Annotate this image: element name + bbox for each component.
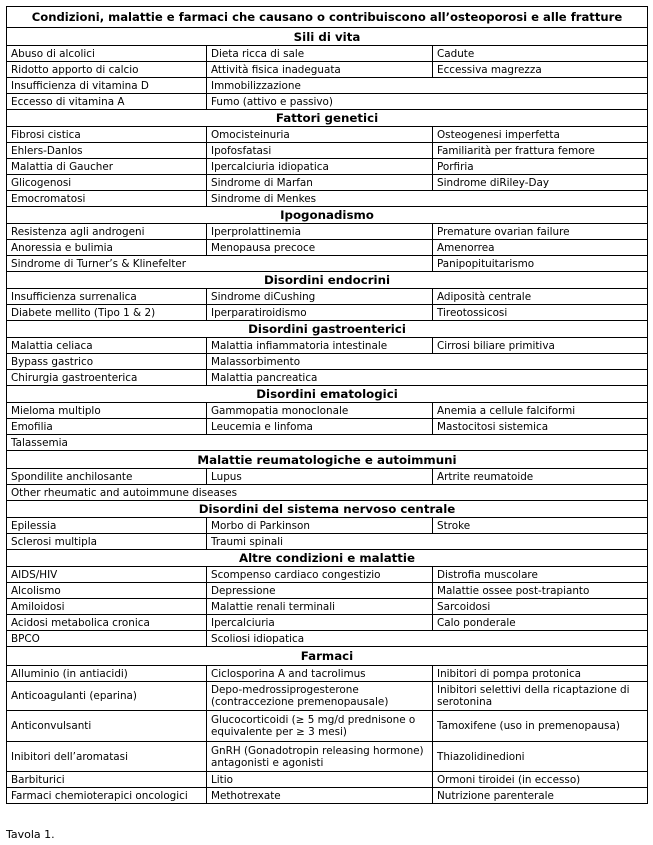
table-cell: Eccessiva magrezza <box>433 62 648 78</box>
table-cell: Inibitori selettivi della ricaptazione di serotonina <box>433 682 648 711</box>
table-row <box>7 419 648 435</box>
table-cell: Mieloma multiplo <box>7 403 207 419</box>
table-cell: Alcolismo <box>7 583 207 599</box>
table-cell: Cirrosi biliare primitiva <box>433 338 648 354</box>
table-cell: GnRH (Gonadotropin releasing hormone) antagonisti e agonisti <box>207 742 433 772</box>
section-header-row <box>7 501 648 518</box>
table-cell: Mastocitosi sistemica <box>433 419 648 435</box>
section-title: Disordini endocrini <box>7 272 648 289</box>
table-row <box>7 305 648 321</box>
table-cell: Artrite reumatoide <box>433 469 648 485</box>
section-title: Disordini ematologici <box>7 386 648 403</box>
section-header-row <box>7 28 648 46</box>
table-row <box>7 224 648 240</box>
table-cell: Tireotossicosi <box>433 305 648 321</box>
table-row <box>7 567 648 583</box>
table-cell: Epilessia <box>7 518 207 534</box>
table-cell: Fumo (attivo e passivo) <box>207 94 648 110</box>
table-cell: Barbiturici <box>7 772 207 788</box>
table-cell: Resistenza agli androgeni <box>7 224 207 240</box>
section-header-row <box>7 647 648 666</box>
table-cell: Malattia pancreatica <box>207 370 648 386</box>
table-cell: Sindrome diCushing <box>207 289 433 305</box>
table-cell: Emofilia <box>7 419 207 435</box>
table-cell: Malattia celiaca <box>7 338 207 354</box>
section-title: Farmaci <box>7 647 648 666</box>
table-cell: Gammopatia monoclonale <box>207 403 433 419</box>
table-cell: Tamoxifene (uso in premenopausa) <box>433 711 648 742</box>
table-row <box>7 46 648 62</box>
table-cell: BPCO <box>7 631 207 647</box>
section-header-row <box>7 110 648 127</box>
table-cell: Litio <box>207 772 433 788</box>
table-cell: Spondilite anchilosante <box>7 469 207 485</box>
table-cell: Malattia infiammatoria intestinale <box>207 338 433 354</box>
section-header-row <box>7 207 648 224</box>
table-row <box>7 127 648 143</box>
section-title: Fattori genetici <box>7 110 648 127</box>
table-row <box>7 682 648 711</box>
table-cell: Glicogenosi <box>7 175 207 191</box>
table-row <box>7 772 648 788</box>
table-cell: Malassorbimento <box>207 354 648 370</box>
section-title: Sili di vita <box>7 28 648 46</box>
table-cell: Insufficienza di vitamina D <box>7 78 207 94</box>
conditions-table <box>6 6 648 804</box>
table-cell: Ipofosfatasi <box>207 143 433 159</box>
table-cell: Premature ovarian failure <box>433 224 648 240</box>
table-cell: Attività fisica inadeguata <box>207 62 433 78</box>
table-row <box>7 711 648 742</box>
table-row <box>7 143 648 159</box>
table-cell: Alluminio (in antiacidi) <box>7 666 207 682</box>
table-row <box>7 742 648 772</box>
table-cell: Omocisteinuria <box>207 127 433 143</box>
section-header-row <box>7 321 648 338</box>
table-cell: Acidosi metabolica cronica <box>7 615 207 631</box>
table-cell: Iperprolattinemia <box>207 224 433 240</box>
section-title: Altre condizioni e malattie <box>7 550 648 567</box>
table-row <box>7 354 648 370</box>
table-cell: Sindrome diRiley-Day <box>433 175 648 191</box>
table-cell: Talassemia <box>7 435 648 451</box>
table-cell: Panipopituitarismo <box>433 256 648 272</box>
table-cell: Nutrizione parenterale <box>433 788 648 804</box>
table-row <box>7 583 648 599</box>
table-row <box>7 469 648 485</box>
table-cell: Malattie ossee post-trapianto <box>433 583 648 599</box>
table-cell: Sclerosi multipla <box>7 534 207 550</box>
table-cell: Dieta ricca di sale <box>207 46 433 62</box>
table-cell: Iperparatiroidismo <box>207 305 433 321</box>
table-row <box>7 485 648 501</box>
table-cell: Menopausa precoce <box>207 240 433 256</box>
table-row <box>7 631 648 647</box>
section-header-row <box>7 272 648 289</box>
section-title: Malattie reumatologiche e autoimmuni <box>7 451 648 469</box>
table-row <box>7 435 648 451</box>
table-cell: Sarcoidosi <box>433 599 648 615</box>
table-cell: Lupus <box>207 469 433 485</box>
section-header-row <box>7 451 648 469</box>
table-cell: Eccesso di vitamina A <box>7 94 207 110</box>
table-cell: Immobilizzazione <box>207 78 648 94</box>
section-header-row <box>7 386 648 403</box>
table-cell: Ipercalciuria <box>207 615 433 631</box>
table-cell: Scoliosi idiopatica <box>207 631 648 647</box>
table-cell: Calo ponderale <box>433 615 648 631</box>
table-row <box>7 159 648 175</box>
table-cell: Distrofia muscolare <box>433 567 648 583</box>
section-header-row <box>7 550 648 567</box>
table-row <box>7 666 648 682</box>
table-row <box>7 518 648 534</box>
table-row <box>7 256 648 272</box>
table-cell: Anoressia e bulimia <box>7 240 207 256</box>
table-row <box>7 289 648 305</box>
table-cell: Osteogenesi imperfetta <box>433 127 648 143</box>
table-cell: Morbo di Parkinson <box>207 518 433 534</box>
table-cell: Scompenso cardiaco congestizio <box>207 567 433 583</box>
table-cell: Sindrome di Menkes <box>207 191 648 207</box>
table-cell: Ipercalciuria idiopatica <box>207 159 433 175</box>
table-row <box>7 191 648 207</box>
table-cell: Malattia di Gaucher <box>7 159 207 175</box>
table-cell: Diabete mellito (Tipo 1 & 2) <box>7 305 207 321</box>
table-cell: Fibrosi cistica <box>7 127 207 143</box>
table-cell: Ormoni tiroidei (in eccesso) <box>433 772 648 788</box>
table-cell: Amenorrea <box>433 240 648 256</box>
table-row <box>7 534 648 550</box>
table-cell: Stroke <box>433 518 648 534</box>
table-cell: Insufficienza surrenalica <box>7 289 207 305</box>
table-row <box>7 78 648 94</box>
table-cell: Adiposità centrale <box>433 289 648 305</box>
table-cell: Methotrexate <box>207 788 433 804</box>
table-cell: Farmaci chemioterapici oncologici <box>7 788 207 804</box>
table-cell: Cadute <box>433 46 648 62</box>
table-cell: Sindrome di Turner’s & Klinefelter <box>7 256 433 272</box>
table-cell: Amiloidosi <box>7 599 207 615</box>
table-cell: Sindrome di Marfan <box>207 175 433 191</box>
table-row <box>7 403 648 419</box>
table-row <box>7 788 648 804</box>
table-cell: Glucocorticoidi (≥ 5 mg/d prednisone o equivalente per ≥ 3 mesi) <box>207 711 433 742</box>
table-row <box>7 338 648 354</box>
table-cell: Bypass gastrico <box>7 354 207 370</box>
section-title: Disordini gastroenterici <box>7 321 648 338</box>
table-cell: Emocromatosi <box>7 191 207 207</box>
table-row <box>7 94 648 110</box>
table-cell: Abuso di alcolici <box>7 46 207 62</box>
table-cell: AIDS/HIV <box>7 567 207 583</box>
table-caption: Tavola 1. <box>6 828 55 841</box>
table-cell: Depressione <box>207 583 433 599</box>
table-row <box>7 615 648 631</box>
table-cell: Inibitori dell’aromatasi <box>7 742 207 772</box>
table-row <box>7 175 648 191</box>
section-title: Disordini del sistema nervoso centrale <box>7 501 648 518</box>
table-cell: Ridotto apporto di calcio <box>7 62 207 78</box>
table-cell: Anticonvulsanti <box>7 711 207 742</box>
table-row <box>7 240 648 256</box>
table-title: Condizioni, malattie e farmaci che causano o contribuiscono all’osteoporosi e alle fratture <box>7 7 648 28</box>
table-cell: Ciclosporina A and tacrolimus <box>207 666 433 682</box>
table-cell: Traumi spinali <box>207 534 648 550</box>
table-cell: Malattie renali terminali <box>207 599 433 615</box>
table-cell: Inibitori di pompa protonica <box>433 666 648 682</box>
table-cell: Porfiria <box>433 159 648 175</box>
section-title: Ipogonadismo <box>7 207 648 224</box>
table-cell: Other rheumatic and autoimmune diseases <box>7 485 648 501</box>
table-cell: Chirurgia gastroenterica <box>7 370 207 386</box>
table-row <box>7 62 648 78</box>
table-cell: Familiarità per frattura femore <box>433 143 648 159</box>
table-cell: Thiazolidinedioni <box>433 742 648 772</box>
table-cell: Depo-medrossiprogesterone (contraccezione premenopausale) <box>207 682 433 711</box>
table-cell: Anemia a cellule falciformi <box>433 403 648 419</box>
table-row <box>7 599 648 615</box>
table-cell: Leucemia e linfoma <box>207 419 433 435</box>
table-row <box>7 370 648 386</box>
table-cell: Anticoagulanti (eparina) <box>7 682 207 711</box>
table-cell: Ehlers-Danlos <box>7 143 207 159</box>
